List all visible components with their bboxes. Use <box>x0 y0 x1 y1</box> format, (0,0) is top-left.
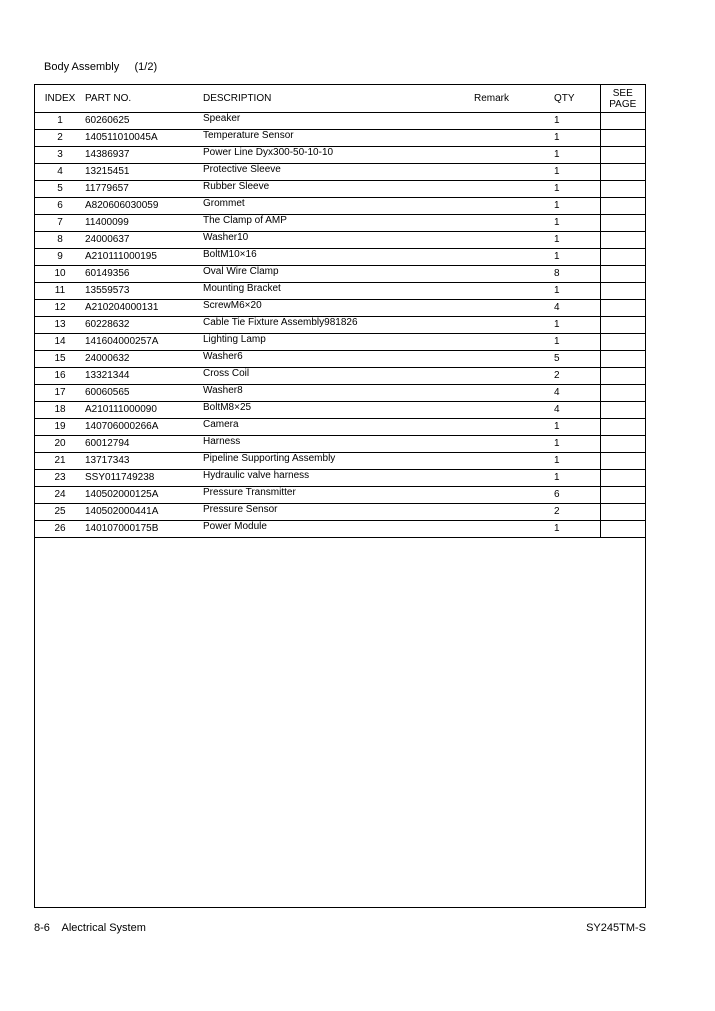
section-title <box>44 61 157 73</box>
header-remark: Remark <box>474 85 554 113</box>
cell-remark <box>474 487 554 504</box>
cell-see-page <box>600 300 645 317</box>
cell-remark <box>474 436 554 453</box>
cell-see-page <box>600 334 645 351</box>
cell-remark <box>474 368 554 385</box>
cell-description-text: Grommet <box>203 198 245 209</box>
header-index: INDEX <box>35 85 85 113</box>
footer-page-number: 8-6 <box>34 922 50 934</box>
cell-index: 18 <box>35 402 85 419</box>
cell-description <box>203 351 474 368</box>
cell-description-text: Washer6 <box>203 351 243 362</box>
cell-see-page <box>600 215 645 232</box>
header-qty: QTY <box>554 85 600 113</box>
cell-description-text: Mounting Bracket <box>203 283 281 294</box>
table-row <box>35 453 645 470</box>
cell-qty: 1 <box>554 147 600 164</box>
header-see-page-line2: PAGE <box>609 98 637 110</box>
cell-index: 26 <box>35 521 85 538</box>
cell-part-no: 13321344 <box>85 368 203 385</box>
cell-qty: 4 <box>554 300 600 317</box>
cell-description <box>203 436 474 453</box>
cell-description <box>203 249 474 266</box>
cell-part-no: 60260625 <box>85 113 203 130</box>
cell-description-text: Pipeline Supporting Assembly <box>203 453 336 464</box>
table-row <box>35 351 645 368</box>
cell-index: 8 <box>35 232 85 249</box>
cell-part-no: 13559573 <box>85 283 203 300</box>
cell-index: 2 <box>35 130 85 147</box>
table-row <box>35 147 645 164</box>
cell-description-text: Washer10 <box>203 232 249 243</box>
cell-see-page <box>600 317 645 334</box>
table-row <box>35 334 645 351</box>
header-description: DESCRIPTION <box>203 85 474 113</box>
cell-qty: 1 <box>554 113 600 130</box>
cell-see-page <box>600 436 645 453</box>
cell-part-no: 140107000175B <box>85 521 203 538</box>
cell-description-text: Washer8 <box>203 385 243 396</box>
cell-see-page <box>600 147 645 164</box>
cell-qty: 2 <box>554 368 600 385</box>
cell-index: 1 <box>35 113 85 130</box>
cell-description-text: Protective Sleeve <box>203 164 281 175</box>
cell-remark <box>474 334 554 351</box>
table-row <box>35 232 645 249</box>
cell-description <box>203 453 474 470</box>
table-row <box>35 385 645 402</box>
table-row <box>35 130 645 147</box>
cell-see-page <box>600 232 645 249</box>
cell-see-page <box>600 283 645 300</box>
cell-remark <box>474 249 554 266</box>
cell-description-text: Pressure Sensor <box>203 504 278 515</box>
cell-qty: 1 <box>554 453 600 470</box>
cell-qty: 1 <box>554 130 600 147</box>
table-row <box>35 198 645 215</box>
cell-see-page <box>600 504 645 521</box>
cell-qty: 6 <box>554 487 600 504</box>
cell-description-text: BoltM8×25 <box>203 402 252 413</box>
cell-see-page <box>600 521 645 538</box>
table-row <box>35 300 645 317</box>
cell-description <box>203 266 474 283</box>
cell-index: 6 <box>35 198 85 215</box>
cell-description-text: Power Line Dyx300-50-10-10 <box>203 147 334 158</box>
cell-see-page <box>600 113 645 130</box>
cell-qty: 1 <box>554 164 600 181</box>
cell-index: 20 <box>35 436 85 453</box>
cell-index: 13 <box>35 317 85 334</box>
cell-description-text: Rubber Sleeve <box>203 181 270 192</box>
cell-see-page <box>600 470 645 487</box>
cell-remark <box>474 130 554 147</box>
cell-qty: 1 <box>554 249 600 266</box>
cell-index: 17 <box>35 385 85 402</box>
cell-description-text: Camera <box>203 419 239 430</box>
cell-description <box>203 147 474 164</box>
cell-index: 7 <box>35 215 85 232</box>
cell-index: 14 <box>35 334 85 351</box>
cell-qty: 1 <box>554 198 600 215</box>
footer-chapter: Alectrical System <box>61 922 146 934</box>
cell-see-page <box>600 402 645 419</box>
table-row <box>35 249 645 266</box>
cell-index: 16 <box>35 368 85 385</box>
cell-description-text: ScrewM6×20 <box>203 300 262 311</box>
cell-description <box>203 487 474 504</box>
cell-qty: 1 <box>554 419 600 436</box>
header-see-page-line1: SEE <box>612 87 633 99</box>
cell-remark <box>474 283 554 300</box>
table-row <box>35 402 645 419</box>
cell-description <box>203 164 474 181</box>
cell-qty: 1 <box>554 436 600 453</box>
cell-index: 25 <box>35 504 85 521</box>
cell-description <box>203 402 474 419</box>
table-row <box>35 521 645 538</box>
cell-description-text: Pressure Transmitter <box>203 487 296 498</box>
cell-description <box>203 181 474 198</box>
cell-part-no: 14386937 <box>85 147 203 164</box>
table-row <box>35 436 645 453</box>
cell-remark <box>474 504 554 521</box>
cell-remark <box>474 147 554 164</box>
cell-description <box>203 215 474 232</box>
cell-description-text: Cable Tie Fixture Assembly981826 <box>203 317 358 328</box>
cell-see-page <box>600 164 645 181</box>
cell-index: 24 <box>35 487 85 504</box>
cell-index: 3 <box>35 147 85 164</box>
table-header-row <box>35 85 645 113</box>
table-row <box>35 368 645 385</box>
cell-remark <box>474 266 554 283</box>
cell-description <box>203 113 474 130</box>
cell-part-no: 60149356 <box>85 266 203 283</box>
cell-part-no: 140502000441A <box>85 504 203 521</box>
cell-index: 4 <box>35 164 85 181</box>
cell-part-no: 24000632 <box>85 351 203 368</box>
parts-table <box>35 85 645 538</box>
cell-description <box>203 283 474 300</box>
parts-table-body <box>35 113 645 538</box>
table-row <box>35 487 645 504</box>
cell-part-no: A210111000195 <box>85 249 203 266</box>
cell-description <box>203 470 474 487</box>
cell-qty: 1 <box>554 232 600 249</box>
cell-remark <box>474 351 554 368</box>
table-row <box>35 470 645 487</box>
cell-qty: 4 <box>554 402 600 419</box>
cell-remark <box>474 521 554 538</box>
cell-description <box>203 419 474 436</box>
cell-description-text: Lighting Lamp <box>203 334 266 345</box>
cell-index: 9 <box>35 249 85 266</box>
cell-remark <box>474 385 554 402</box>
cell-index: 21 <box>35 453 85 470</box>
cell-remark <box>474 164 554 181</box>
cell-qty: 1 <box>554 521 600 538</box>
cell-see-page <box>600 351 645 368</box>
table-row <box>35 215 645 232</box>
cell-description-text: Power Module <box>203 521 267 532</box>
cell-description-text: The Clamp of AMP <box>203 215 287 226</box>
header-see-page <box>600 85 645 113</box>
cell-see-page <box>600 419 645 436</box>
cell-see-page <box>600 453 645 470</box>
cell-remark <box>474 232 554 249</box>
cell-qty: 1 <box>554 283 600 300</box>
table-row <box>35 181 645 198</box>
cell-index: 12 <box>35 300 85 317</box>
cell-index: 23 <box>35 470 85 487</box>
cell-description-text: Temperature Sensor <box>203 130 294 141</box>
cell-qty: 8 <box>554 266 600 283</box>
cell-description-text: Speaker <box>203 113 241 124</box>
table-row <box>35 164 645 181</box>
header-part-no: PART NO. <box>85 85 203 113</box>
cell-part-no: 60012794 <box>85 436 203 453</box>
table-row <box>35 266 645 283</box>
table-row <box>35 113 645 130</box>
cell-qty: 1 <box>554 215 600 232</box>
cell-part-no: 60228632 <box>85 317 203 334</box>
cell-description-text: Harness <box>203 436 241 447</box>
cell-description <box>203 300 474 317</box>
cell-qty: 1 <box>554 470 600 487</box>
cell-part-no: A210204000131 <box>85 300 203 317</box>
cell-see-page <box>600 368 645 385</box>
cell-part-no: A820606030059 <box>85 198 203 215</box>
table-row <box>35 504 645 521</box>
cell-part-no: A210111000090 <box>85 402 203 419</box>
cell-qty: 2 <box>554 504 600 521</box>
cell-qty: 5 <box>554 351 600 368</box>
cell-index: 10 <box>35 266 85 283</box>
cell-index: 11 <box>35 283 85 300</box>
cell-remark <box>474 181 554 198</box>
cell-remark <box>474 215 554 232</box>
cell-description <box>203 385 474 402</box>
table-row <box>35 317 645 334</box>
cell-description <box>203 198 474 215</box>
section-page-indicator: (1/2) <box>134 61 158 73</box>
cell-remark <box>474 470 554 487</box>
cell-remark <box>474 453 554 470</box>
cell-part-no: 11779657 <box>85 181 203 198</box>
cell-description <box>203 334 474 351</box>
cell-description <box>203 504 474 521</box>
cell-remark <box>474 317 554 334</box>
cell-qty: 1 <box>554 181 600 198</box>
cell-description <box>203 232 474 249</box>
cell-description <box>203 130 474 147</box>
cell-part-no: SSY011749238 <box>85 470 203 487</box>
cell-part-no: 140706000266A <box>85 419 203 436</box>
cell-part-no: 60060565 <box>85 385 203 402</box>
cell-part-no: 140511010045A <box>85 130 203 147</box>
cell-part-no: 24000637 <box>85 232 203 249</box>
cell-part-no: 140502000125A <box>85 487 203 504</box>
cell-remark <box>474 300 554 317</box>
cell-description <box>203 317 474 334</box>
cell-see-page <box>600 487 645 504</box>
cell-remark <box>474 419 554 436</box>
cell-description <box>203 521 474 538</box>
cell-see-page <box>600 266 645 283</box>
cell-remark <box>474 198 554 215</box>
cell-part-no: 13215451 <box>85 164 203 181</box>
cell-part-no: 141604000257A <box>85 334 203 351</box>
cell-see-page <box>600 198 645 215</box>
cell-description-text: Cross Coil <box>203 368 250 379</box>
cell-remark <box>474 402 554 419</box>
cell-qty: 1 <box>554 334 600 351</box>
cell-see-page <box>600 130 645 147</box>
cell-see-page <box>600 249 645 266</box>
cell-part-no: 13717343 <box>85 453 203 470</box>
footer-left <box>34 922 146 934</box>
table-row <box>35 283 645 300</box>
cell-qty: 4 <box>554 385 600 402</box>
cell-remark <box>474 113 554 130</box>
cell-qty: 1 <box>554 317 600 334</box>
cell-description-text: Oval Wire Clamp <box>203 266 279 277</box>
table-row <box>35 419 645 436</box>
cell-description-text: BoltM10×16 <box>203 249 257 260</box>
section-title-text: Body Assembly <box>44 61 120 73</box>
cell-description <box>203 368 474 385</box>
cell-see-page <box>600 181 645 198</box>
cell-index: 5 <box>35 181 85 198</box>
cell-index: 15 <box>35 351 85 368</box>
footer-model: SY245TM-S <box>586 922 646 934</box>
cell-part-no: 11400099 <box>85 215 203 232</box>
cell-description-text: Hydraulic valve harness <box>203 470 310 481</box>
cell-see-page <box>600 385 645 402</box>
cell-index: 19 <box>35 419 85 436</box>
